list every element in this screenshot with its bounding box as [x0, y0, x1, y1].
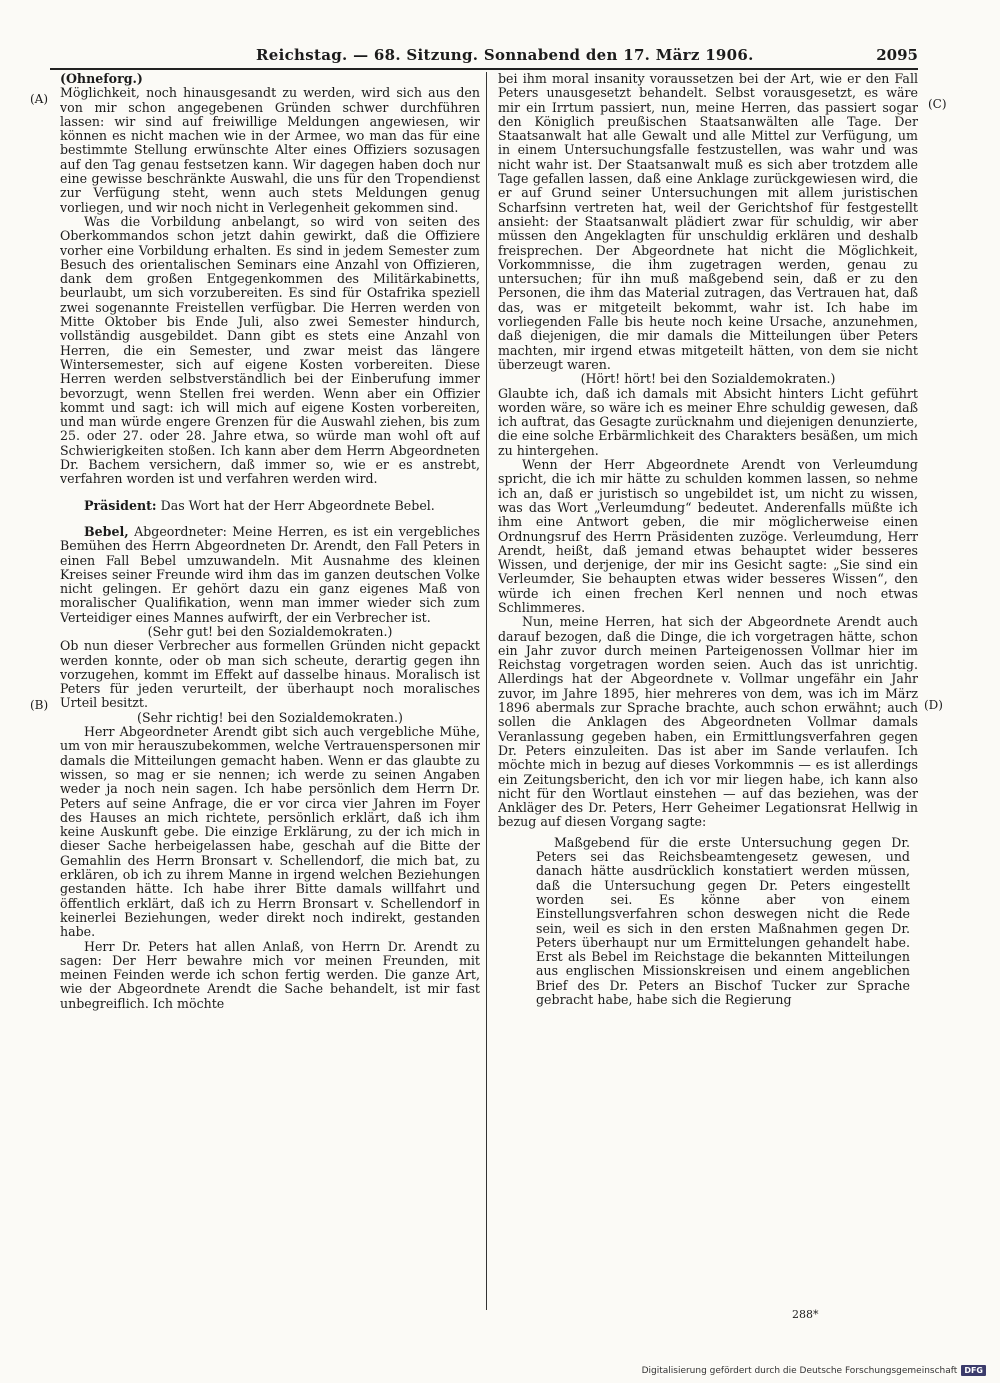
paragraph: Wenn der Herr Abgeordnete Arendt von Verleumdung spricht, die ich mir hätte zu schulden kommen lassen, so nehme ich an, daß er juristisch so ungebildet ist, um nicht zu wissen, was das Wort „Verleumdung“ bedeutet. Anderenfalls müßte ich ihm eine Antwort geben, die mir möglicherweise einen Ordnungsruf des Herrn Präsidenten zuzöge. Verleumdung, Herr Arendt, heißt, daß jemand etwas behauptet wider besseres Wissen, und derjenige, der mir ins Gesicht sagte: „Sie sind ein Verleumder, Sie behaupten etwas wider besseres Wissen“, den würde ich einen frechen Kerl nennen und noch etwas Schlimmeres.	[498, 457, 918, 615]
sheet-signature: 288*	[792, 1308, 819, 1321]
paragraph: bei ihm moral insanity voraussetzen bei der Art, wie er den Fall Peters unausgesetzt behandelt. Selbst vorausgesetzt, es wäre mir ein Irrtum passiert, nun, meine Herren, das passiert sogar den Königlich preußischen Staatsanwälten alle Tage. Der Staatsanwalt hat alle Gewalt und alle Mittel zur Verfügung, um in einem Untersuchungsfalle festzustellen, was wahr und was nicht wahr ist. Der Staatsanwalt muß es sich aber trotzdem alle Tage gefallen lassen, daß eine Anklage zurückgewiesen wird, die er auf Grund seiner Untersuchungen mit allem juristischen Scharfsinn vertreten hat, weil der Gerichtshof für festgestellt ansieht: der Staatsanwalt plädiert zwar für schuldig, wir aber müssen den Angeklagten für unschuldig erklären und deshalb freisprechen. Der Abgeordnete hat nicht die Möglichkeit, Vorkommnisse, die ihm zugetragen werden, genau zu untersuchen; für ihn muß maßgebend sein, daß er zu den Personen, die ihm das Material zutragen, das Vertrauen hat, daß das, was er mitgeteilt bekommt, wahr ist. Ich habe im vorliegenden Falle bis heute noch keine Ursache, anzunehmen, daß diejenigen, die mir damals die Mitteilungen über Peters machten, mir irgend etwas mitgeteilt hätten, von dem sie nicht überzeugt waren.	[498, 72, 918, 372]
quotation: Maßgebend für die erste Untersuchung gegen Dr. Peters sei das Reichsbeamtengesetz gewesen, und danach hätte ausdrücklich konstatiert werden müssen, daß die Untersuchung gegen Dr. Peters eingestellt worden sei. Es könne aber von einem Einstellungsverfahren schon deswegen nicht die Rede sein, weil es sich in den ersten Maßnahmen gegen Dr. Peters überhaupt nur um Ermittelungen gehandelt habe. Erst als Bebel im Reichstage die bekannten Mitteilungen aus englischen Missionskreisen und einem angeblichen Brief des Dr. Peters an Bischof Tucker zur Sprache gebracht habe, habe sich die Regierung	[536, 834, 910, 1007]
paragraph: Möglichkeit, noch hinausgesandt zu werden, wird sich aus den von mir schon angegebenen Gründen schwer durchführen lassen: wir sind auf freiwillige Meldungen angewiesen, wir können es nicht machen wie in der Armee, wo man das für eine bestimmte Stellung erwünschte Alter eines Offiziers sozusagen auf den Tag genau festsetzen kann. Wir dagegen haben doch nur eine gewisse beschränkte Auswahl, die uns für den Tropendienst zur Verfügung steht, wenn auch stets Meldungen genug vorliegen, und wir noch nicht in Verlegenheit gekommen sind.	[60, 85, 480, 215]
bebel-text: Abgeordneter: Meine Herren, es ist ein vergebliches Bemühen des Herrn Abgeordneten Dr. Arendt, den Fall Peters in einen Fall Bebel umzuwandeln. Mit Ausnahme des kleinen Kreises seiner Freunde wird ihm das im ganzen deutschen Volke nicht gelingen. Er gehört dazu ein ganz eigenes Maß von moralischer Qualifikation, wenn man immer wieder sich zum Verteidiger eines Mannes aufwirft, der ein Verbrecher ist.	[60, 523, 480, 625]
speaker-continuation: (Ohneforg.)	[60, 72, 143, 86]
paragraph: Was die Vorbildung anbelangt, so wird von seiten des Oberkommandos schon jetzt dahin gewirkt, daß die Offiziere vorher eine Vorbildung erhalten. Es sind in jedem Semester zum Besuch des orientalischen Seminars eine Anzahl von Offizieren, dank dem großen Entgegenkommen des Militärkabinetts, beurlaubt, um sich vorzubereiten. Es sind für Ostafrika speziell zwei sogenannte Freistellen verfügbar. Die Herren werden von Mitte Oktober bis Ende Juli, also zwei Semester hindurch, vollständig ausgebildet. Dann gibt es stets eine Anzahl von Herren, die ein Semester, und zwar meist das längere Wintersemester, sich auf eigene Kosten vorbereiten. Diese Herren werden selbstverständlich bei der Einberufung immer bevorzugt, wenn Stellen frei werden. Wenn aber ein Offizier kommt und sagt: ich will mich auf eigene Kosten vorbereiten, und man würde engere Grenzen für die Auswahl ziehen, bis zum 25. oder 27. oder 28. Jahre etwa, so würde man wohl oft auf Schwierigkeiten stoßen. Ich kann aber dem Herrn Abgeordneten Dr. Bachem versichern, daß immer so, wie er es anstrebt, verfahren worden ist und verfahren werden wird.	[60, 213, 480, 487]
column-divider	[486, 72, 487, 1310]
interjection: (Sehr gut! bei den Sozialdemokraten.)	[147, 623, 393, 639]
page-number: 2095	[876, 46, 918, 64]
digitization-note	[642, 1365, 986, 1376]
dfg-logo: DFG	[961, 1365, 986, 1376]
page-title: Reichstag. — 68. Sitzung. Sonnabend den 17. März 1906.	[256, 46, 754, 64]
speaker-name: Bebel,	[84, 523, 129, 539]
page-header	[50, 46, 918, 66]
paragraph: Glaubte ich, daß ich damals mit Absicht hinters Licht geführt worden wäre, so wäre ich es meiner Ehre schuldig gewesen, daß ich auftrat, das Gesagte zurücknahm und diejenigen denunzierte, die eine solche Erbärmlichkeit des Charakters besäßen, um mich zu hintergehen.	[498, 385, 918, 458]
paragraph: Ob nun dieser Verbrecher aus formellen Gründen nicht gepackt werden konnte, oder ob man sich scheute, derartig gegen ihn vorzugehen, kommt im Effekt auf dasselbe hinaus. Moralisch ist Peters für jeden verurteilt, der überhaupt noch moralisches Urteil besitzt.	[60, 638, 480, 711]
margin-marker-a: (A)	[30, 92, 49, 106]
paragraph: Herr Dr. Peters hat allen Anlaß, von Herrn Dr. Arendt zu sagen: Der Herr bewahre mich vor meinen Freunden, mit meinen Feinden werde ich schon fertig werden. Die ganze Art, wie der Abgeordnete Arendt die Sache behandelt, ist mir fast unbegreiflich. Ich möchte	[60, 938, 480, 1011]
left-column	[60, 72, 480, 1320]
paragraph: Herr Abgeordneter Arendt gibt sich auch vergebliche Mühe, um von mir herauszubekommen, welche Vertrauenspersonen mir damals die Mitteilungen gemacht haben. Wenn er das glaubte zu wissen, so mag er sie nennen; ich werde zu seinen Angaben weder ja noch nein sagen. Ich habe persönlich dem Herrn Dr. Peters auf seine Anfrage, die er vor circa vier Jahren im Foyer des Hauses an mich richtete, persönlich erklärt, daß ich ihm keine Auskunft gebe. Die einzige Erklärung, zu der ich mich in dieser Sache herbeigelassen habe, geschah auf die Bitte der Gemahlin des Herrn Bronsart v. Schellendorf, die mich bat, zu erklären, ob ich zu ihrem Manne in irgend welchen Beziehungen gestanden hätte. Ich habe ihrer Bitte damals willfahrt und öffentlich erklärt, daß ich zu Herrn Bronsart v. Schellendorf in keinerlei Beziehungen, weder direkt noch indirekt, gestanden habe.	[60, 724, 480, 940]
header-rule	[50, 68, 918, 70]
margin-marker-c: (C)	[928, 97, 947, 111]
president-text: Das Wort hat der Herr Abgeordnete Bebel.	[160, 497, 435, 513]
margin-marker-b: (B)	[30, 698, 49, 712]
president-paragraph	[60, 499, 480, 513]
paragraph: Nun, meine Herren, hat sich der Abgeordnete Arendt auch darauf bezogen, daß die Dinge, die ich vorgetragen hätte, schon ein Jahr zuvor durch meinen Parteigenossen Vollmar hier im Reichstag vorgetragen worden seien. Auch das ist unrichtig. Allerdings hat der Abgeordnete v. Vollmar ungefähr ein Jahr zuvor, im Jahre 1895, hier mehreres von dem, was ich im März 1896 abermals zur Sprache brachte, auch schon erwähnt; auch sollen die Anklagen des Abgeordneten Vollmar damals Veranlassung gegeben haben, ein Ermittlungsverfahren gegen Dr. Peters einzuleiten. Das ist aber im Sande verlaufen. Ich möchte mich in bezug auf dieses Vorkommnis — es ist allerdings ein Zeitungsbericht, den ich vor mir liegen habe, ich kann also nicht für den Wortlaut einstehen — auf das beziehen, was der Ankläger des Dr. Peters, Herr Geheimer Legationsrat Hellwig in bezug auf diesen Vorgang sagte:	[498, 614, 918, 830]
funding-text: Digitalisierung gefördert durch die Deutsche Forschungsgemeinschaft	[641, 1365, 958, 1376]
speaker-name: Präsident:	[84, 497, 157, 513]
bebel-paragraph	[60, 525, 480, 625]
margin-marker-d: (D)	[924, 698, 943, 712]
right-column	[498, 72, 918, 1320]
interjection: (Sehr richtig! bei den Sozialdemokraten.)	[137, 709, 403, 725]
interjection: (Hört! hört! bei den Sozialdemokraten.)	[580, 371, 836, 387]
